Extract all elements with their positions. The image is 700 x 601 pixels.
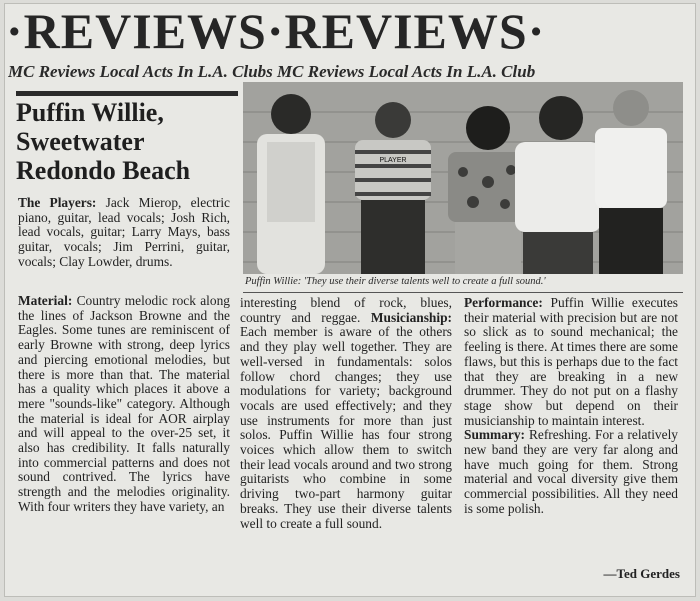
performance-text: Puffin Willie executes their material with precision but are not so slick as to sound mechanical; the feeling is there. At times there are some flaws, but this is perhaps due to the fact that they are breaking in a new drummer. They do not put on a flashy stage show but depend on their musicianship to maintain interest. bbox=[464, 295, 678, 428]
column-3 bbox=[464, 296, 678, 517]
players-label: The Players: bbox=[18, 195, 97, 210]
headline-rule bbox=[16, 91, 238, 96]
article-headline bbox=[16, 98, 240, 185]
headline-line-2: Sweetwater bbox=[16, 127, 145, 156]
material-text: Country melodic rock along the lines of Jackson Browne and the Eagles. Some tunes are reminiscent of early Browne with strong, deep lyrics and piercing emotional melodies, but there is more than that. The material has a quality which places it above a mere "sounds-like" category. Although the material is ideal for AOR airplay and will appeal to the over-25 set, it also has credibility. It falls naturally into commercial patterns and does not sound contrived. The lyrics have strength and the melodies originality. With four writers they have variety, an bbox=[18, 293, 230, 514]
summary-text: Refreshing. For a relatively new band they are very far along and have much going for them. Strong material and vocal diversity give them commercial possibilities. All they need is some polish. bbox=[464, 427, 678, 516]
caption-rule bbox=[243, 292, 683, 293]
musicianship-text: Each member is aware of the others and they play well together. They are well-versed in fundamentals: solos follow chord changes; they use modulations for variety; background vocals are used effectively; and they use instruments for more than just solos. Puffin Willie has four strong voices which allow them to switch their lead vocals around and two strong guitarists who combine in some driving two-part harmony guitar breaks. They use their diverse talents well to create a full sound. bbox=[240, 324, 452, 531]
players-text: Jack Mierop, electric piano, guitar, lead vocals; Josh Rich, lead vocals, guitar; Larry Mays, bass guitar, vocals; Jim Perrini, guitar, vocals; Clay Lowder, drums. bbox=[18, 195, 230, 269]
photo-caption: Puffin Willie: 'They use their diverse talents well to create a full sound.' bbox=[245, 276, 546, 287]
column-1-material bbox=[18, 294, 230, 515]
column-2 bbox=[240, 296, 452, 531]
byline: —Ted Gerdes bbox=[603, 566, 680, 581]
col2-continuation: interesting blend of rock, blues, country and reggae. bbox=[240, 295, 452, 325]
column-1 bbox=[18, 196, 230, 270]
headline-line-3: Redondo Beach bbox=[16, 156, 191, 185]
masthead-subtitle: MC Reviews Local Acts In L.A. Clubs MC Reviews Local Acts In L.A. Club bbox=[8, 62, 536, 81]
band-photo bbox=[243, 82, 683, 274]
summary-label: Summary: bbox=[464, 427, 525, 443]
performance-label: Performance: bbox=[464, 295, 543, 310]
material-label: Material: bbox=[18, 293, 73, 308]
shirt-text: PLAYER bbox=[379, 157, 407, 164]
headline-line-1: Puffin Willie, bbox=[16, 98, 164, 127]
musicianship-label: Musicianship: bbox=[370, 309, 452, 325]
band-photo-image bbox=[243, 82, 683, 274]
masthead-title: ·REVIEWS·REVIEWS· bbox=[6, 3, 546, 59]
